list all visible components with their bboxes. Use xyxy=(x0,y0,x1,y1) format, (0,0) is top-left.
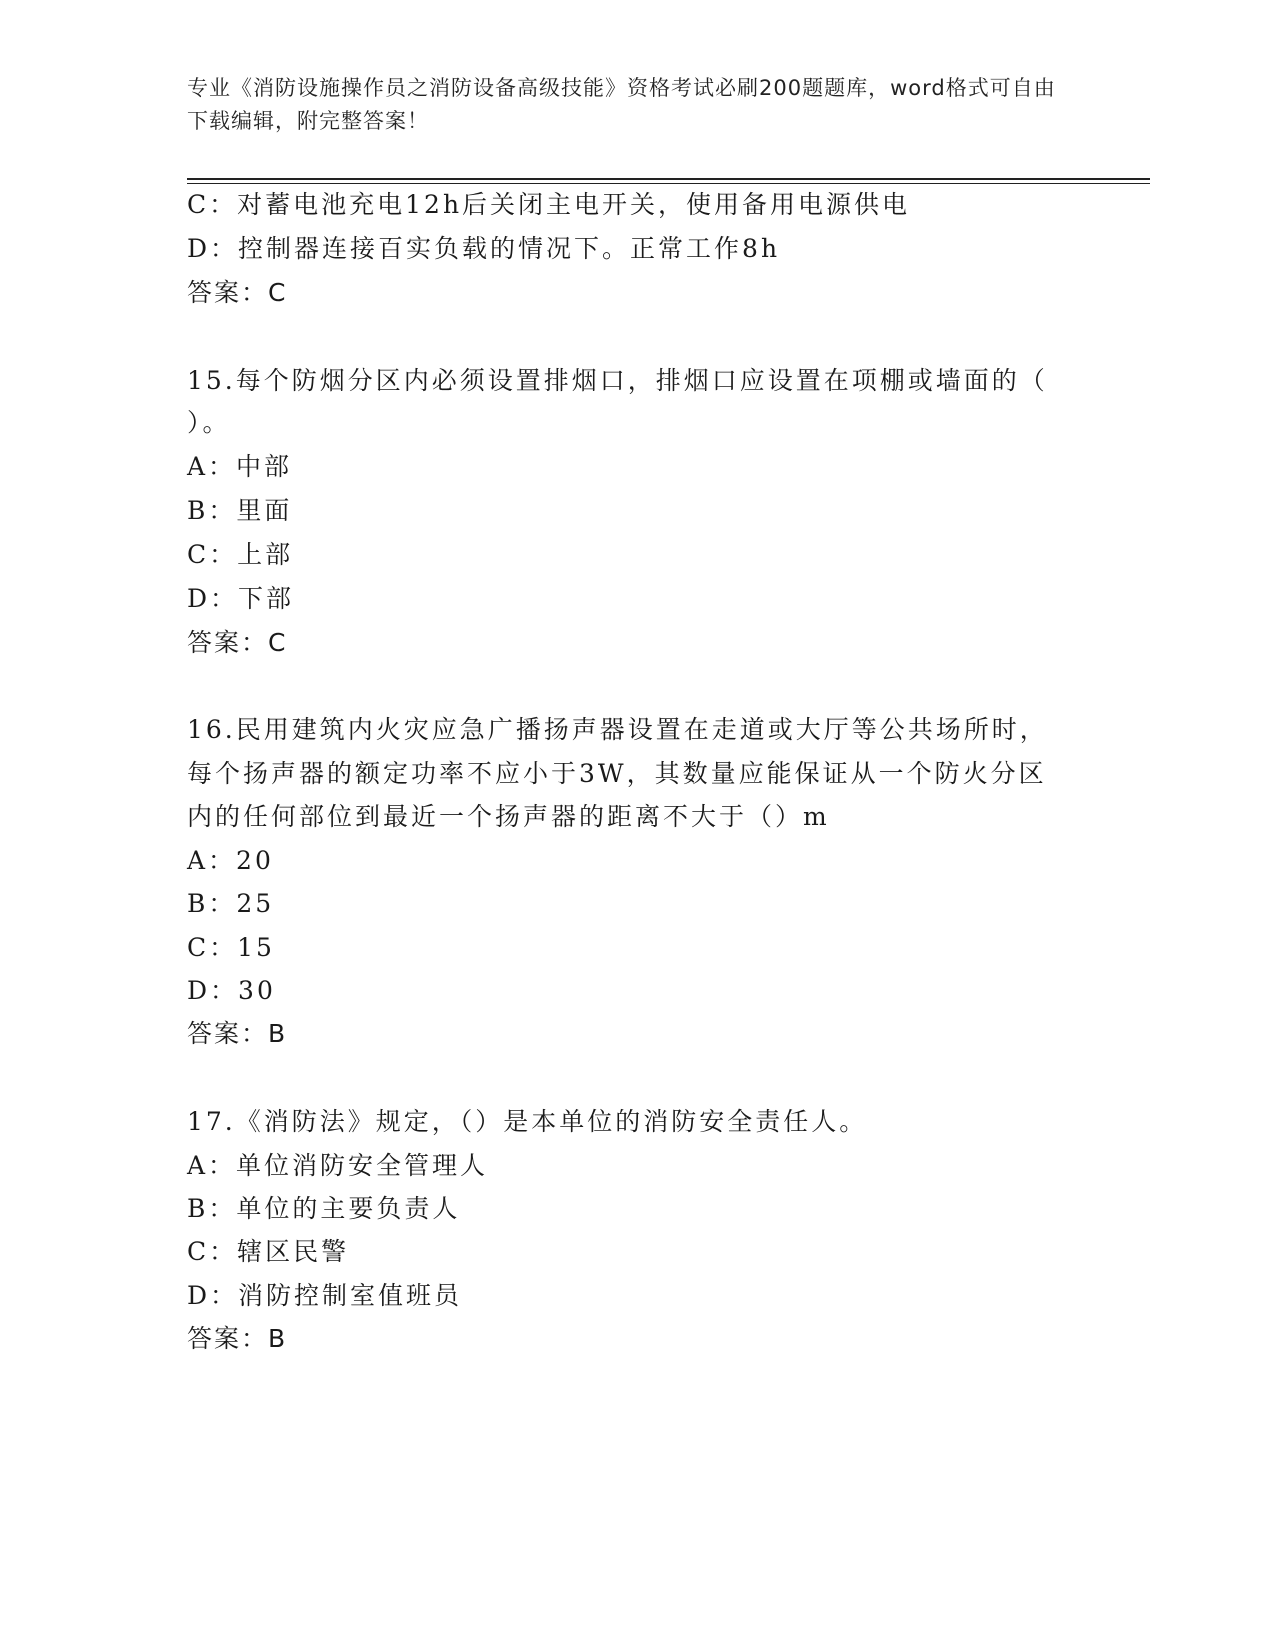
question-16-answer: 答案：B xyxy=(187,1019,288,1048)
question-15-option-a: A：中部 xyxy=(187,452,293,481)
question-15-stem: 15.每个防烟分区内必须设置排烟口，排烟口应设置在项棚或墙面的（ xyxy=(187,366,1048,395)
question-15-stem-cont: ）。 xyxy=(187,408,231,437)
question-17-option-c: C：辖区民警 xyxy=(187,1237,350,1266)
question-15-option-d: D：下部 xyxy=(187,584,295,613)
header-rule-thick xyxy=(187,178,1150,180)
question-17-option-b: B：单位的主要负责人 xyxy=(187,1194,461,1223)
question-16-option-b: B：25 xyxy=(187,889,275,918)
question-15-option-b: B：里面 xyxy=(187,496,293,525)
option-d: D：控制器连接百实负载的情况下。正常工作8h xyxy=(187,234,781,263)
question-17-option-d: D：消防控制室值班员 xyxy=(187,1281,463,1310)
question-16-option-d: D：30 xyxy=(187,976,276,1005)
answer-line: 答案：C xyxy=(187,278,288,307)
question-16-option-c: C：15 xyxy=(187,933,275,962)
option-c: C：对蓄电池充电12h后关闭主电开关，使用备用电源供电 xyxy=(187,190,911,219)
question-16-stem: 16.民用建筑内火灾应急广播扬声器设置在走道或大厅等公共场所时， xyxy=(187,715,1048,744)
question-15-option-c: C：上部 xyxy=(187,540,294,569)
question-16-option-a: A：20 xyxy=(187,846,274,875)
question-15-answer: 答案：C xyxy=(187,628,288,657)
question-17-answer: 答案：B xyxy=(187,1324,288,1353)
question-16-stem-cont-1: 每个扬声器的额定功率不应小于3W，其数量应能保证从一个防火分区 xyxy=(187,759,1047,788)
question-17-option-a: A：单位消防安全管理人 xyxy=(187,1151,489,1180)
document-header: 专业《消防设施操作员之消防设备高级技能》资格考试必刷200题题库，word格式可自由下载编辑，附完整答案！ xyxy=(187,76,1056,133)
header-rule-thin xyxy=(187,183,1150,184)
question-17-stem: 17.《消防法》规定，（）是本单位的消防安全责任人。 xyxy=(187,1107,868,1136)
question-16-stem-cont-2: 内的任何部位到最近一个扬声器的距离不大于（）m xyxy=(187,802,830,831)
